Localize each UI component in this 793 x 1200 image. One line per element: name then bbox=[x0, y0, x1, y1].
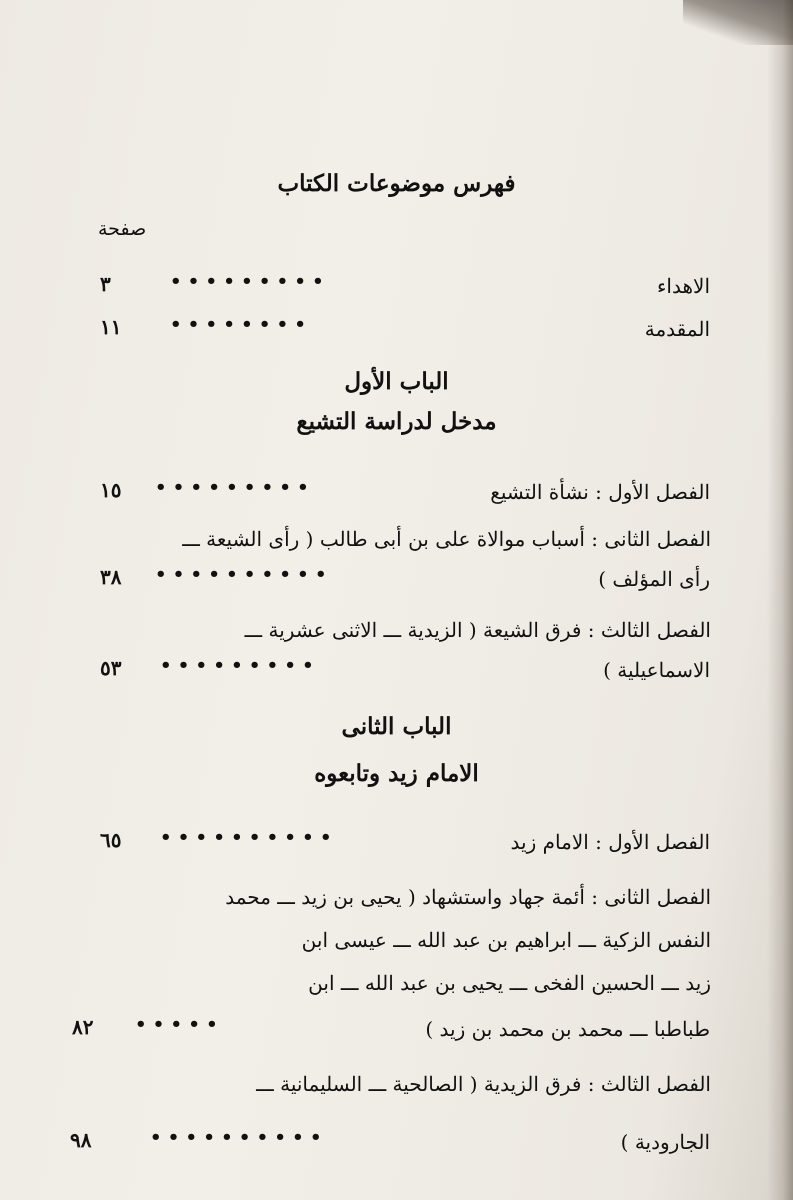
toc-entry-part2-ch2-line1: الفصل الثانى : أئمة جهاد واستشهاد ( يحيى بن زيد ـــ محمد bbox=[225, 885, 711, 909]
toc-entry-introduction bbox=[100, 305, 710, 345]
toc-entry-label: الجارودية ) bbox=[620, 1130, 710, 1154]
page-column-label: صفحة bbox=[98, 218, 147, 240]
page-number: ٩٨ bbox=[70, 1128, 92, 1152]
page-title: فهرس موضوعات الكتاب bbox=[277, 170, 516, 197]
part2-subheading: الامام زيد وتابعوه bbox=[314, 760, 479, 787]
toc-entry-label: الاهداء bbox=[657, 274, 710, 298]
leader-dots: • • • • • • • • bbox=[170, 314, 306, 335]
leader-dots: • • • • • • • • • bbox=[155, 477, 309, 498]
toc-entry-part1-ch2 bbox=[100, 555, 710, 595]
toc-entry-label: الفصل الأول : نشأة التشيع bbox=[490, 480, 710, 504]
toc-entry-part2-ch1 bbox=[100, 818, 710, 858]
toc-entry-part1-ch1 bbox=[100, 468, 710, 508]
page-number: ٣٨ bbox=[100, 565, 122, 589]
part2-heading: الباب الثانى bbox=[341, 713, 452, 740]
toc-entry-label: الفصل الأول : الامام زيد bbox=[510, 830, 710, 854]
page-number: ٨٢ bbox=[72, 1015, 94, 1039]
toc-entry-label: الاسماعيلية ) bbox=[603, 658, 710, 682]
page-number: ١١ bbox=[100, 315, 122, 339]
part1-subheading: مدخل لدراسة التشيع bbox=[296, 408, 497, 435]
toc-entry-part1-ch3 bbox=[100, 646, 710, 686]
leader-dots: • • • • • • • • • • bbox=[155, 564, 327, 585]
toc-entry-part1-ch2-line1: الفصل الثانى : أسباب موالاة على بن أبى طالب ( رأى الشيعة ـــ bbox=[182, 527, 711, 551]
toc-entry-part2-ch3 bbox=[70, 1118, 710, 1158]
toc-entry-label: طباطبا ـــ محمد بن محمد بن زيد ) bbox=[425, 1017, 710, 1041]
toc-entry-label: المقدمة bbox=[644, 317, 710, 341]
toc-entry-part1-ch3-line1: الفصل الثالث : فرق الشيعة ( الزيدية ـــ الاثنى عشرية ـــ bbox=[244, 618, 711, 642]
page-number: ٣ bbox=[100, 272, 111, 296]
toc-entry-dedication bbox=[100, 262, 710, 302]
toc-entry-part2-ch2-line2: النفس الزكية ـــ ابراهيم بن عبد الله ـــ عيسى ابن bbox=[301, 928, 711, 952]
toc-entry-part2-ch2-line3: زيد ـــ الحسين الفخى ـــ يحيى بن عبد الله ـــ ابن bbox=[308, 971, 711, 995]
leader-dots: • • • • • bbox=[135, 1014, 218, 1035]
page-number: ٦٥ bbox=[100, 828, 122, 852]
toc-entry-part2-ch2 bbox=[72, 1005, 710, 1045]
page-number: ٥٣ bbox=[100, 656, 122, 680]
toc-entry-label: رأى المؤلف ) bbox=[598, 567, 710, 591]
leader-dots: • • • • • • • • • bbox=[170, 271, 324, 292]
leader-dots: • • • • • • • • • • bbox=[160, 827, 332, 848]
part1-heading: الباب الأول bbox=[344, 368, 449, 395]
page-number: ١٥ bbox=[100, 478, 122, 502]
leader-dots: • • • • • • • • • bbox=[160, 655, 314, 676]
leader-dots: • • • • • • • • • • bbox=[150, 1127, 322, 1148]
toc-entry-part2-ch3-line1: الفصل الثالث : فرق الزيدية ( الصالحية ـــ السليمانية ـــ bbox=[256, 1072, 711, 1096]
